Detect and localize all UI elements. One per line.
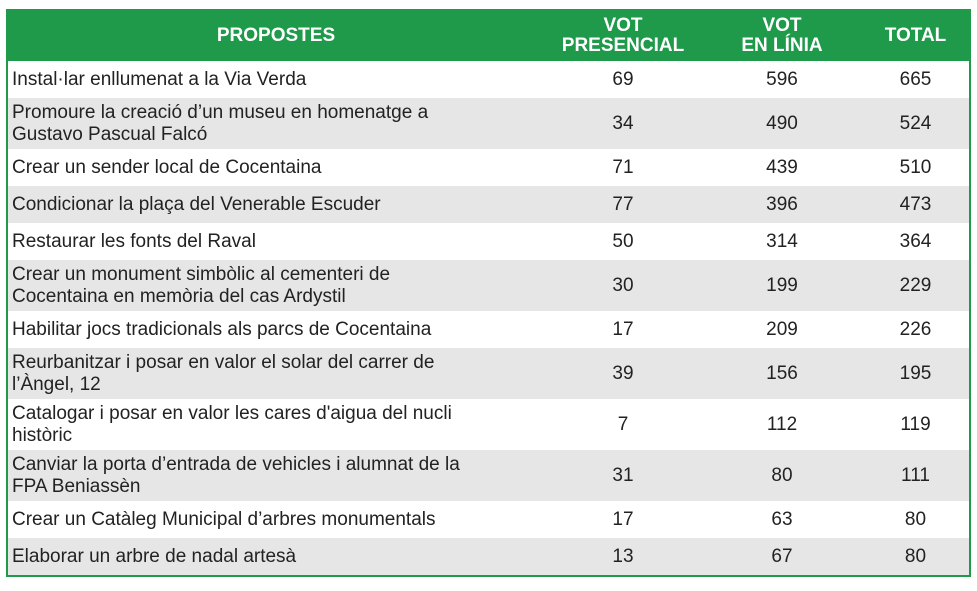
table-row: [8, 260, 969, 311]
cell-proposta: [8, 149, 544, 186]
cell-vot-en-linia: 156: [702, 348, 862, 399]
cell-vot-presencial: 17: [612, 508, 634, 530]
header-line: EN LÍNIA: [741, 35, 823, 56]
cell-vot-presencial: 34: [544, 98, 702, 149]
table-row: [8, 98, 969, 149]
cell-vot-presencial: 77: [544, 186, 702, 223]
cell-vot-en-linia: 199: [702, 260, 862, 311]
cell-vot-presencial: 71: [612, 156, 634, 178]
cell-vot-presencial: 31: [544, 450, 702, 501]
proposta-text-line: FPA Beniassèn: [12, 475, 141, 497]
results-table-frame: [6, 9, 971, 577]
cell-vot-presencial: 39: [544, 348, 702, 399]
cell-vot-en-linia: 209: [766, 318, 798, 340]
cell-vot-en-linia: 112: [766, 413, 798, 435]
proposta-text-line: Crear un Catàleg Municipal d’arbres monumentals: [12, 508, 436, 530]
header-line: VOT: [762, 15, 802, 36]
proposta-text-line: Condicionar la plaça del Venerable Escuder: [12, 193, 381, 215]
cell-proposta: [8, 260, 544, 311]
cell-proposta: [8, 186, 544, 223]
cell-proposta: [8, 538, 544, 575]
table-row: [8, 186, 969, 223]
table-row: [8, 399, 969, 450]
table-row: [8, 450, 969, 501]
cell-total: 473: [862, 186, 969, 223]
header-line: TOTAL: [884, 25, 947, 46]
cell-vot-presencial: 17: [612, 318, 634, 340]
table-row: [8, 61, 969, 98]
cell-total: 364: [899, 230, 932, 252]
cell-vot-en-linia: 596: [766, 68, 798, 90]
cell-vot-en-linia: 63: [771, 508, 793, 530]
cell-vot-presencial: 7: [617, 413, 629, 435]
proposta-text-line: Reurbanitzar i posar en valor el solar del carrer de: [12, 351, 435, 373]
proposta-text-line: Cocentaina en memòria del cas Ardystil: [12, 285, 346, 307]
cell-vot-presencial: 13: [544, 538, 702, 575]
cell-total: 524: [862, 98, 969, 149]
header-line: VOT: [603, 15, 643, 36]
header-line: PROPOSTES: [216, 25, 336, 46]
proposta-text-line: Elaborar un arbre de nadal artesà: [12, 545, 297, 567]
proposta-text-line: Catalogar i posar en valor les cares d'aigua del nucli: [12, 402, 452, 424]
proposta-text-line: Gustavo Pascual Falcó: [12, 123, 208, 145]
cell-proposta: [8, 223, 544, 260]
cell-proposta: [8, 61, 544, 98]
cell-proposta: [8, 501, 544, 538]
cell-total: 119: [900, 413, 931, 435]
column-header-vot-en-linia: [702, 11, 862, 61]
cell-total: 80: [904, 508, 927, 530]
proposta-text-line: Crear un monument simbòlic al cementeri de: [12, 263, 391, 285]
cell-total: 195: [862, 348, 969, 399]
table-row: [8, 149, 969, 186]
column-header-vot-presencial: [544, 11, 702, 61]
cell-proposta: [8, 311, 544, 348]
proposta-text-line: Restaurar les fonts del Raval: [12, 230, 256, 252]
proposta-text-line: Promoure la creació d’un museu en homenatge a: [12, 101, 429, 123]
table-row: [8, 311, 969, 348]
header-line: PRESENCIAL: [561, 35, 685, 56]
table-row: [8, 223, 969, 260]
cell-vot-en-linia: 80: [702, 450, 862, 501]
proposta-text-line: històric: [12, 424, 73, 446]
cell-proposta: [8, 450, 544, 501]
table-row: [8, 538, 969, 575]
cell-total: 665: [899, 68, 932, 90]
cell-proposta: [8, 348, 544, 399]
cell-total: 226: [899, 318, 932, 340]
results-table: [8, 11, 969, 575]
cell-vot-en-linia: 314: [766, 230, 798, 252]
proposta-text-line: Instal·lar enllumenat a la Via Verda: [12, 68, 307, 90]
cell-total: 111: [862, 450, 969, 501]
cell-vot-en-linia: 67: [702, 538, 862, 575]
cell-proposta: [8, 98, 544, 149]
cell-total: 510: [899, 156, 932, 178]
proposta-text-line: Habilitar jocs tradicionals als parcs de Cocentaina: [12, 318, 432, 340]
cell-vot-presencial: 30: [544, 260, 702, 311]
proposta-text-line: l’Àngel, 12: [12, 373, 101, 395]
table-row: [8, 348, 969, 399]
cell-proposta: [8, 399, 544, 450]
table-header-row: [8, 11, 969, 61]
table-row: [8, 501, 969, 538]
column-header-total: [862, 11, 969, 61]
cell-vot-en-linia: 490: [702, 98, 862, 149]
cell-total: 80: [862, 538, 969, 575]
cell-vot-presencial: 69: [612, 68, 634, 90]
cell-vot-en-linia: 396: [702, 186, 862, 223]
proposta-text-line: Crear un sender local de Cocentaina: [12, 156, 322, 178]
table-body: [8, 61, 969, 575]
cell-vot-en-linia: 439: [766, 156, 798, 178]
cell-vot-presencial: 50: [612, 230, 634, 252]
column-header-propostes: [8, 11, 544, 61]
proposta-text-line: Canviar la porta d’entrada de vehicles i alumnat de la: [12, 453, 460, 475]
cell-total: 229: [862, 260, 969, 311]
